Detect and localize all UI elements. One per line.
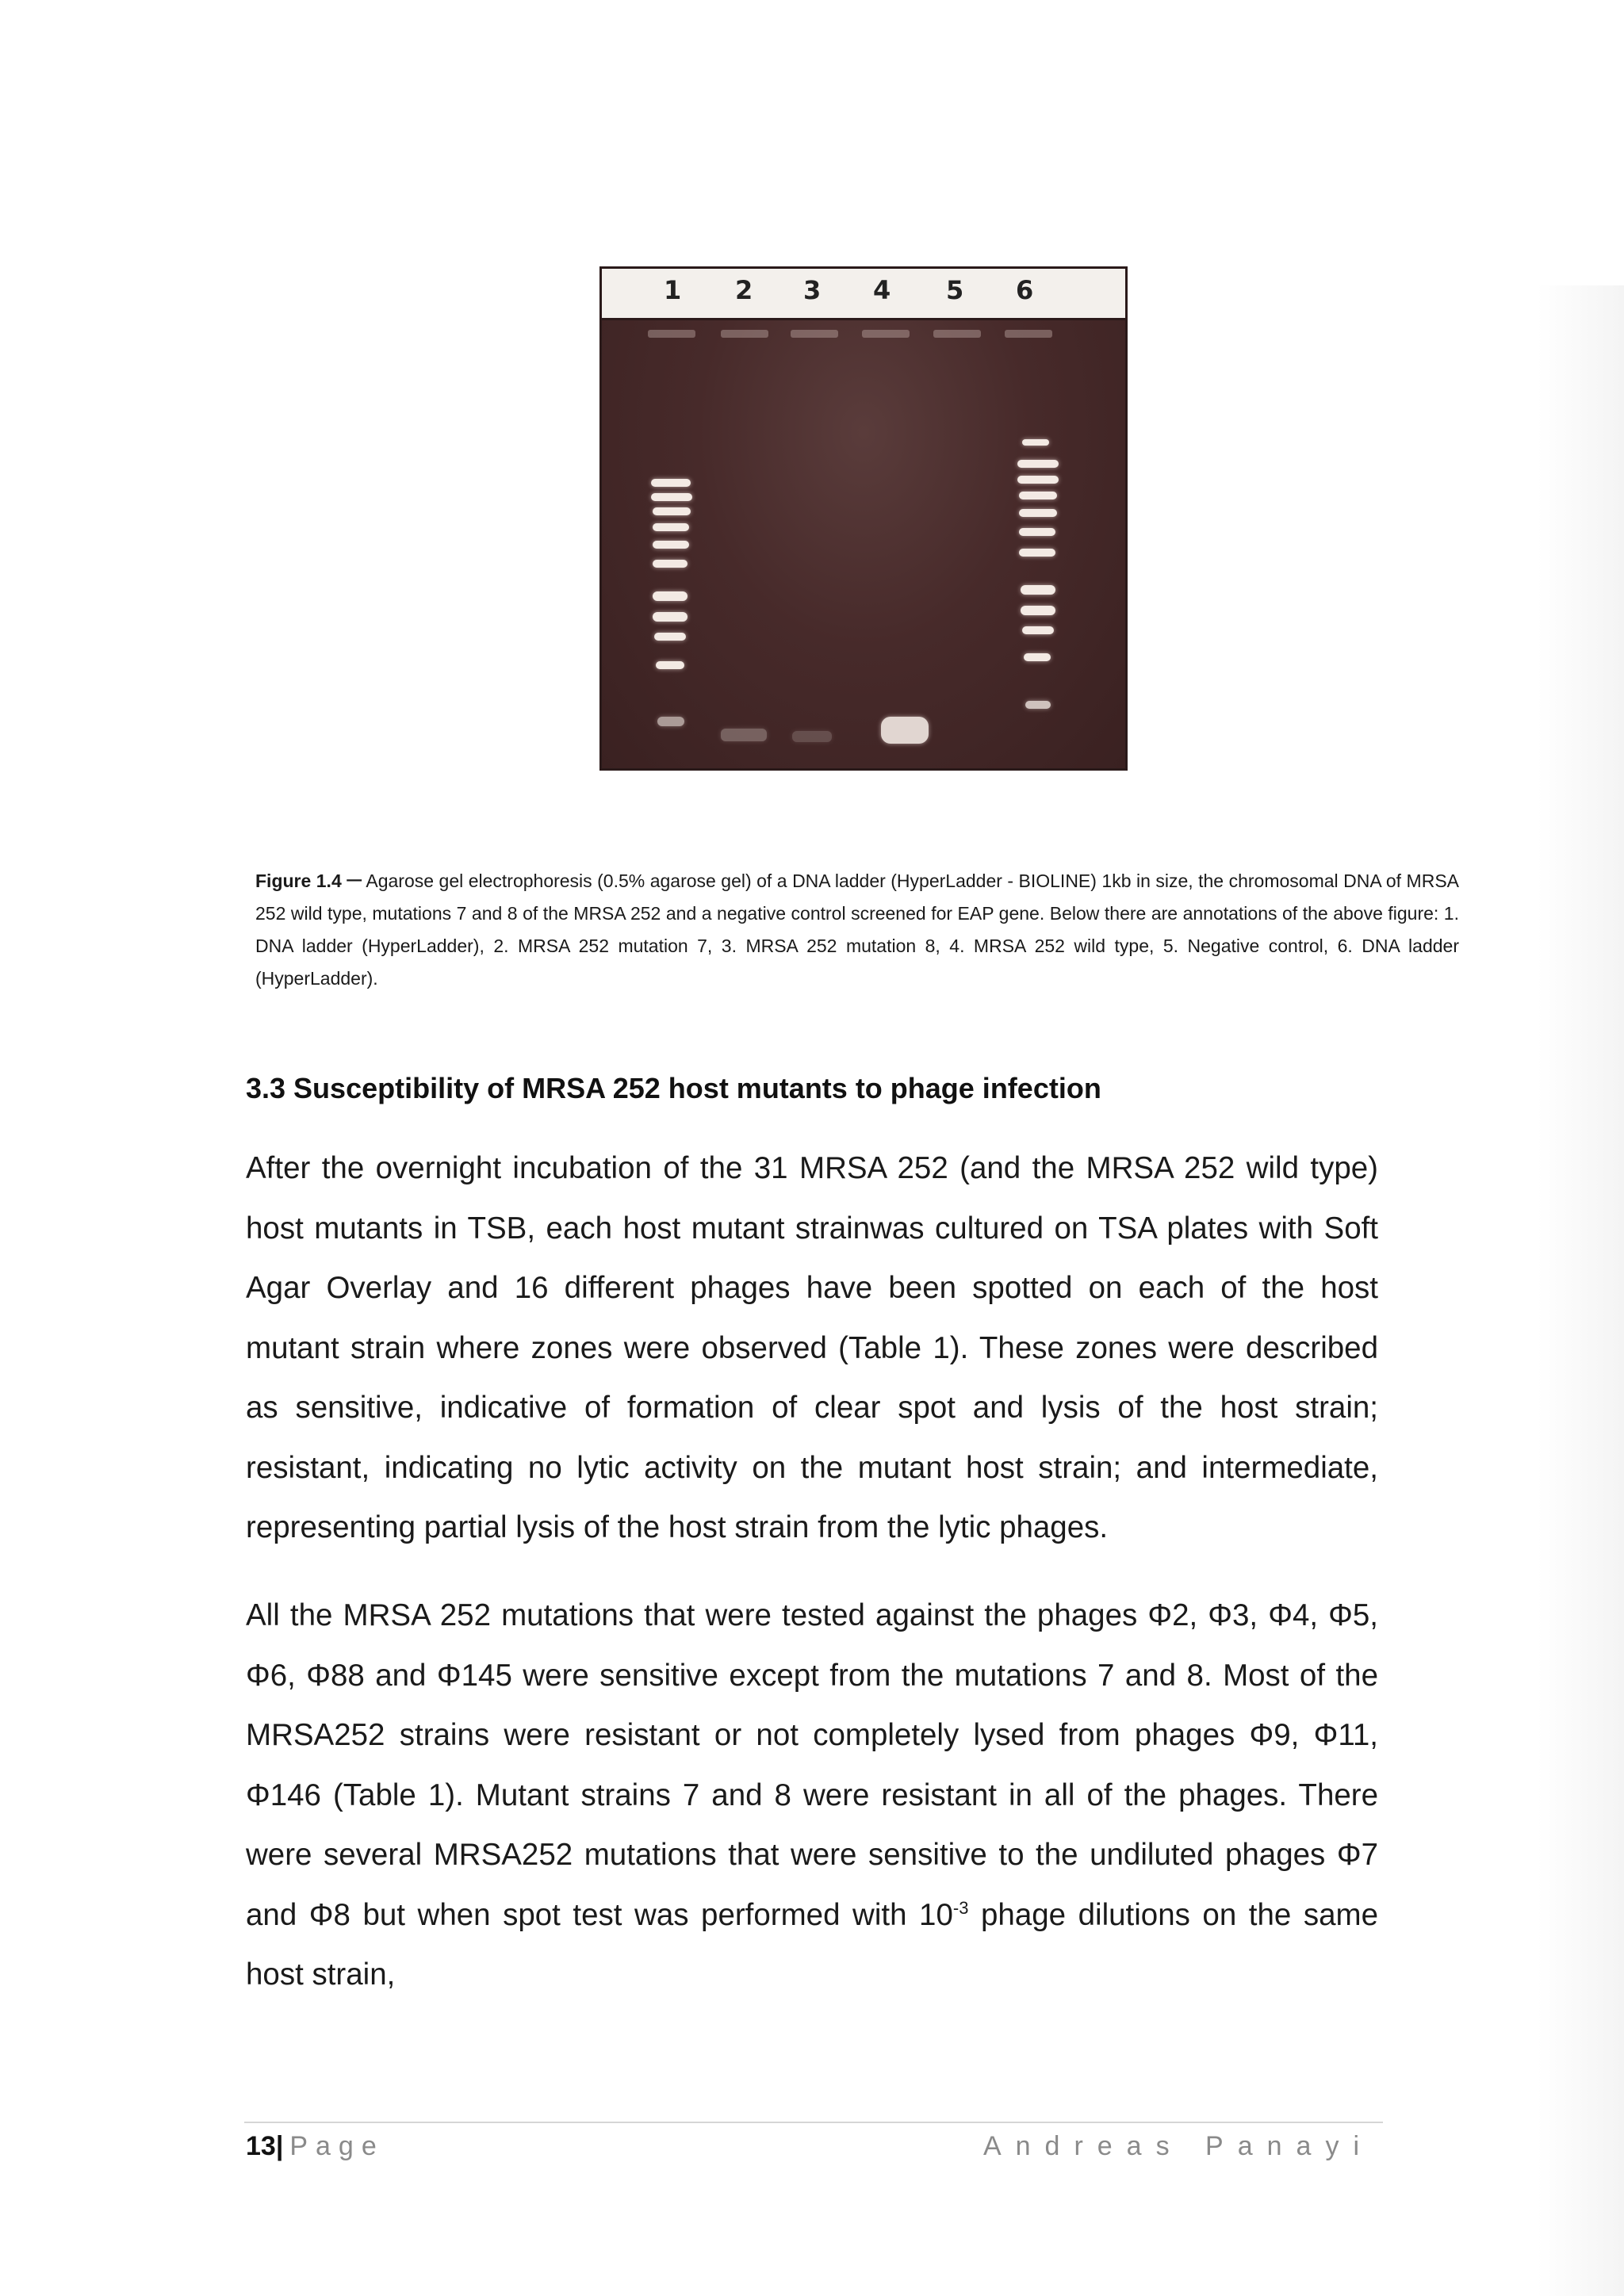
- ladder-band: [1017, 476, 1059, 484]
- ladder-band: [653, 612, 688, 622]
- paragraph-2-text: All the MRSA 252 mutations that were tested against the phages Φ2, Φ3, Φ4, Φ5, Φ6, Φ88 and Φ145 were sensitive except from the mutations 7 and 8. Most of the MRSA252 strains were resistant or not completely lysed from phages Φ9, Φ11, Φ146 (Table 1). Mutant strains 7 and 8 were resistant in all of the phages. There were several MRSA252 mutations that were sensitive to the undiluted phages Φ7 and Φ8 but when spot test was performed with 10: [246, 1598, 1378, 1932]
- lane-label: 6: [1016, 275, 1034, 305]
- lane-label: 3: [803, 275, 822, 305]
- gel-well: [721, 330, 768, 338]
- caption-dash: –: [347, 863, 362, 894]
- ladder-band: [1022, 439, 1049, 446]
- gel-well: [862, 330, 910, 338]
- page-word: Page: [289, 2131, 385, 2161]
- page-number: 13|: [246, 2131, 284, 2161]
- lane-label: 1: [664, 275, 682, 305]
- ladder-band: [651, 493, 692, 501]
- figure-label: Figure 1.4: [255, 871, 342, 891]
- ladder-band: [653, 560, 688, 568]
- gel-lane-header: [602, 269, 1125, 320]
- ladder-band: [1024, 653, 1051, 661]
- ladder-band: [656, 661, 684, 669]
- body-paragraph-2: [246, 1586, 1378, 2005]
- ladder-band: [1021, 585, 1055, 595]
- paragraph-2-end: phage dilutions on the same host strain,: [246, 1897, 1378, 1992]
- footer-divider: [244, 2122, 1383, 2123]
- ladder-band: [1022, 626, 1054, 634]
- gel-well: [1005, 330, 1052, 338]
- ladder-band: [657, 717, 684, 726]
- gel-well: [933, 330, 981, 338]
- ladder-band: [1019, 492, 1057, 499]
- ladder-band: [1017, 460, 1059, 468]
- exponent: -3: [952, 1897, 969, 1918]
- ladder-band: [1019, 509, 1057, 517]
- ladder-band: [653, 541, 689, 549]
- page-edge-shadow: [1537, 285, 1624, 2296]
- figure-caption: [255, 863, 1459, 995]
- ladder-band: [653, 591, 688, 601]
- ladder-band: [1019, 528, 1055, 536]
- ladder-band: [1021, 606, 1055, 615]
- gel-electrophoresis-image: [599, 266, 1128, 771]
- ladder-band: [651, 479, 691, 487]
- body-paragraph-1: After the overnight incubation of the 31 MRSA 252 (and the MRSA 252 wild type) host mutants in TSB, each host mutant strainwas cultured on TSA plates with Soft Agar Overlay and 16 different phages have been spotted on each of the host mutant strain where zones were observed (Table 1). These zones were described as sensitive, indicative of formation of clear spot and lysis of the host strain; resistant, indicating no lytic activity on the mutant host strain; and intermediate, representing partial lysis of the host strain from the lytic phages.: [246, 1151, 1378, 1544]
- lane-label: 2: [735, 275, 753, 305]
- ladder-band: [653, 507, 691, 515]
- gel-well: [648, 330, 695, 338]
- section-heading: 3.3 Susceptibility of MRSA 252 host mutants to phage infection: [246, 1072, 1101, 1104]
- page-footer-left: [246, 2131, 385, 2162]
- ladder-band: [1025, 701, 1051, 709]
- lane-label: 5: [946, 275, 964, 305]
- sample-band: [792, 731, 832, 742]
- ladder-band: [654, 633, 686, 641]
- gel-body: [602, 320, 1125, 768]
- ladder-band: [1019, 549, 1055, 557]
- ladder-band: [653, 523, 689, 531]
- lane-label: 4: [873, 275, 891, 305]
- sample-band: [721, 729, 767, 741]
- caption-text: Agarose gel electrophoresis (0.5% agarose gel) of a DNA ladder (HyperLadder - BIOLINE) 1kb in size, the chromosomal DNA of MRSA 252 wild type, mutations 7 and 8 of the MRSA 252 and a negative control screened for EAP gene. Below there are annotations of the above figure: 1. DNA ladder (HyperLadder), 2. MRSA 252 mutation 7, 3. MRSA 252 mutation 8, 4. MRSA 252 wild type, 5. Negative control, 6. DNA ladder (HyperLadder).: [255, 871, 1459, 989]
- gel-well: [791, 330, 838, 338]
- sample-band-wild-type: [881, 717, 929, 744]
- author-name: Andreas Panayi: [982, 2131, 1373, 2161]
